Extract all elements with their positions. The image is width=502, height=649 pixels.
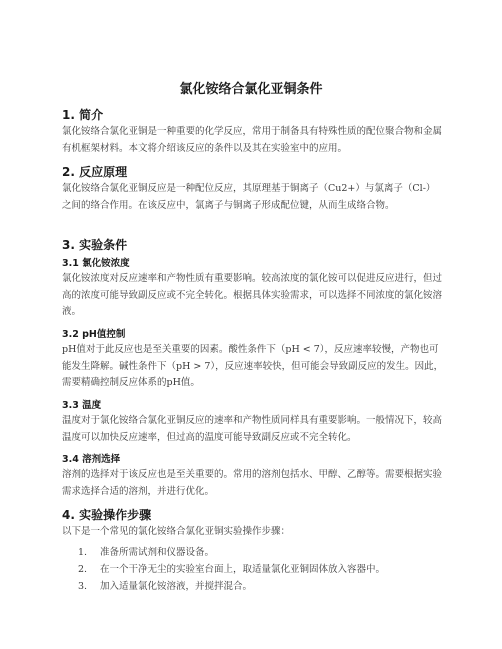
subsection-heading-solvent: 3.4 溶剂选择 <box>62 454 121 465</box>
list-item-number: 2. <box>78 564 88 575</box>
document-title: 氯化铵络合氯化亚铜条件 <box>179 82 323 97</box>
subsection-heading-temperature: 3.3 温度 <box>62 400 102 411</box>
subsection-heading-ph: 3.2 pH值控制 <box>62 329 126 340</box>
section-heading-principle: 2. 反应原理 <box>62 165 128 179</box>
section-body-intro: 氯化铵络合氯化亚铜是一种重要的化学反应，常用于制备具有特殊性质的配位聚合物和金属有机框架材料。本文将介绍该反应的条件以及其在实验室中的应用。 <box>62 126 443 154</box>
list-item-number: 3. <box>78 581 88 592</box>
section-heading-conditions: 3. 实验条件 <box>62 238 128 252</box>
section-heading-procedure: 4. 实验操作步骤 <box>62 508 152 522</box>
subsection-body-concentration: 氯化铵浓度对反应速率和产物性质有重要影响。较高浓度的氯化铵可以促进反应进行，但过高的浓度可能导致副反应或不完全转化。根据具体实验需求，可以选择不同浓度的氯化铵溶液。 <box>62 273 443 317</box>
section-body-procedure: 以下是一个常见的氯化铵络合氯化亚铜实验操作步骤： <box>62 526 291 537</box>
list-item-text: 准备所需试剂和仪器设备。 <box>100 547 215 558</box>
list-item <box>78 562 385 578</box>
list-item <box>78 545 214 561</box>
section-heading-intro: 1. 简介 <box>62 108 104 122</box>
subsection-body-solvent: 溶剂的选择对于该反应也是至关重要的。常用的溶剂包括水、甲醇、乙醇等。需要根据实验需求选择合适的溶剂，并进行优化。 <box>62 469 443 497</box>
list-item-number: 1. <box>78 547 88 558</box>
list-item-text: 在一个干净无尘的实验室台面上，取适量氯化亚铜固体放入容器中。 <box>100 564 386 575</box>
list-item <box>78 579 252 595</box>
list-item-text: 加入适量氯化铵溶液，并搅拌混合。 <box>100 581 253 592</box>
subsection-body-temperature: 温度对于氯化铵络合氯化亚铜反应的速率和产物性质同样具有重要影响。一般情况下，较高温度可以加快反应速率，但过高的温度可能导致副反应或不完全转化。 <box>62 415 443 443</box>
subsection-body-ph: pH值对于此反应也是至关重要的因素。酸性条件下（pH < 7），反应速率较慢，产物也可能发生降解。碱性条件下（pH > 7），反应速率较快，但可能会导致副反应的发生。因此，需要精确控制反应体系的pH值。 <box>62 344 444 388</box>
subsection-heading-concentration: 3.1 氯化铵浓度 <box>62 258 130 269</box>
section-body-principle: 氯化铵络合氯化亚铜反应是一种配位反应，其原理基于铜离子（Cu2+）与氯离子（Cl-）之间的络合作用。在该反应中，氯离子与铜离子形成配位键，从而生成络合物。 <box>62 183 436 211</box>
